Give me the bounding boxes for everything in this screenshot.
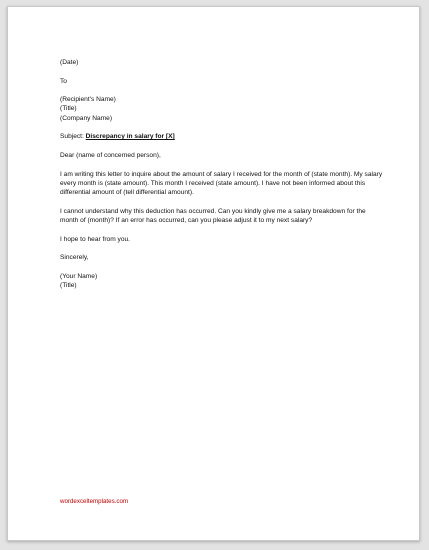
salutation: Dear (name of concerned person), <box>60 151 161 159</box>
recipient-name: (Recipient's Name) <box>60 96 116 104</box>
letter-body <box>60 58 385 290</box>
subject-label: Subject: <box>60 133 84 141</box>
subject-line <box>60 132 385 141</box>
to-line: To <box>60 77 67 85</box>
paragraph-2: I cannot understand why this deduction has occurred. Can you kindly give me a salary breakdown for the month of (month)? If an error has occurred, can you please adjust it to my next salary? <box>60 207 366 225</box>
document-page <box>7 6 420 541</box>
recipient-title: (Title) <box>60 105 77 113</box>
paragraph-3: I hope to hear from you. <box>60 235 131 243</box>
subject-value: Discrepancy in salary for [X] <box>85 133 175 141</box>
date-line: (Date) <box>60 59 79 66</box>
sender-title: (Title) <box>60 282 77 290</box>
company-name: (Company Name) <box>60 114 113 122</box>
closing: Sincerely, <box>60 254 89 262</box>
sender-name: (Your Name) <box>60 272 98 280</box>
paragraph-1: I am writing this letter to inquire about the amount of salary I received for the month of (state month). My salary every month is (state amount). This month I received (state amount). I have not been informed about this differential amount of (tell differential amount). <box>60 170 383 197</box>
footer-website[interactable]: wordexceltemplates.com <box>60 498 129 505</box>
